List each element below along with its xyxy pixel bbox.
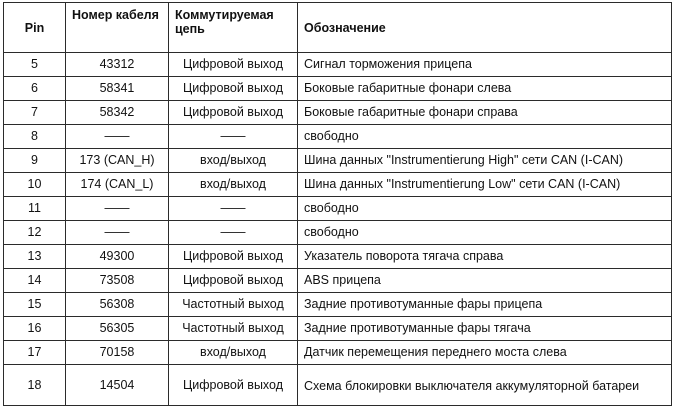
cell-designation: Боковые габаритные фонари справа	[298, 101, 672, 125]
cell-pin: 9	[4, 149, 66, 173]
cell-cable-number: 56305	[66, 317, 169, 341]
cell-switched-circuit: вход/выход	[169, 173, 298, 197]
table-row	[4, 221, 672, 245]
cell-switched-circuit: Частотный выход	[169, 293, 298, 317]
cell-pin: 15	[4, 293, 66, 317]
cell-pin: 7	[4, 101, 66, 125]
cell-switched-circuit: ——	[169, 221, 298, 245]
table-row	[4, 245, 672, 269]
table-row	[4, 317, 672, 341]
table-row	[4, 125, 672, 149]
cell-cable-number: 56308	[66, 293, 169, 317]
cell-switched-circuit: ——	[169, 125, 298, 149]
cell-cable-number: 173 (CAN_H)	[66, 149, 169, 173]
header-pin: Pin	[4, 3, 66, 53]
cell-pin: 18	[4, 365, 66, 406]
table-row	[4, 269, 672, 293]
table-header	[4, 3, 672, 53]
cell-designation: Задние противотуманные фары прицепа	[298, 293, 672, 317]
cell-designation: свободно	[298, 221, 672, 245]
cell-designation: Схема блокировки выключателя аккумуляторной батареи	[298, 365, 672, 406]
cell-switched-circuit: Цифровой выход	[169, 365, 298, 406]
cell-pin: 11	[4, 197, 66, 221]
cell-cable-number: 14504	[66, 365, 169, 406]
cell-pin: 17	[4, 341, 66, 365]
table-row	[4, 77, 672, 101]
table-row	[4, 341, 672, 365]
table-row	[4, 293, 672, 317]
cell-cable-number: ——	[66, 197, 169, 221]
header-row	[4, 3, 672, 53]
cell-pin: 6	[4, 77, 66, 101]
cell-designation: Шина данных "Instrumentierung Low" сети CAN (I-CAN)	[298, 173, 672, 197]
header-cable-number: Номер кабеля	[66, 3, 169, 53]
cell-cable-number: 43312	[66, 53, 169, 77]
cell-pin: 8	[4, 125, 66, 149]
cell-switched-circuit: ——	[169, 197, 298, 221]
cell-designation: Боковые габаритные фонари слева	[298, 77, 672, 101]
table-row	[4, 173, 672, 197]
table-body	[4, 53, 672, 406]
cell-designation: Датчик перемещения переднего моста слева	[298, 341, 672, 365]
cell-designation: Сигнал торможения прицепа	[298, 53, 672, 77]
cell-pin: 14	[4, 269, 66, 293]
cell-designation: Шина данных "Instrumentierung High" сети CAN (I-CAN)	[298, 149, 672, 173]
table-row	[4, 149, 672, 173]
header-switched-circuit: Коммутируемая цепь	[169, 3, 298, 53]
cell-switched-circuit: вход/выход	[169, 149, 298, 173]
cell-designation: Указатель поворота тягача справа	[298, 245, 672, 269]
table-row	[4, 53, 672, 77]
cell-switched-circuit: вход/выход	[169, 341, 298, 365]
cell-cable-number: 58342	[66, 101, 169, 125]
cell-switched-circuit: Цифровой выход	[169, 269, 298, 293]
pin-assignment-table-container	[3, 2, 671, 406]
pin-assignment-table	[3, 2, 672, 406]
cell-cable-number: 58341	[66, 77, 169, 101]
cell-designation: ABS прицепа	[298, 269, 672, 293]
table-row	[4, 197, 672, 221]
cell-switched-circuit: Цифровой выход	[169, 77, 298, 101]
cell-pin: 5	[4, 53, 66, 77]
cell-cable-number: 174 (CAN_L)	[66, 173, 169, 197]
cell-cable-number: ——	[66, 221, 169, 245]
cell-designation: свободно	[298, 125, 672, 149]
cell-switched-circuit: Цифровой выход	[169, 101, 298, 125]
cell-designation: Задние противотуманные фары тягача	[298, 317, 672, 341]
cell-cable-number: 73508	[66, 269, 169, 293]
cell-cable-number: 49300	[66, 245, 169, 269]
cell-switched-circuit: Цифровой выход	[169, 53, 298, 77]
cell-pin: 13	[4, 245, 66, 269]
cell-pin: 16	[4, 317, 66, 341]
header-designation: Обозначение	[298, 3, 672, 53]
cell-switched-circuit: Цифровой выход	[169, 245, 298, 269]
cell-pin: 10	[4, 173, 66, 197]
cell-pin: 12	[4, 221, 66, 245]
cell-switched-circuit: Частотный выход	[169, 317, 298, 341]
table-row	[4, 101, 672, 125]
cell-cable-number: 70158	[66, 341, 169, 365]
cell-designation: свободно	[298, 197, 672, 221]
table-row	[4, 365, 672, 406]
cell-cable-number: ——	[66, 125, 169, 149]
